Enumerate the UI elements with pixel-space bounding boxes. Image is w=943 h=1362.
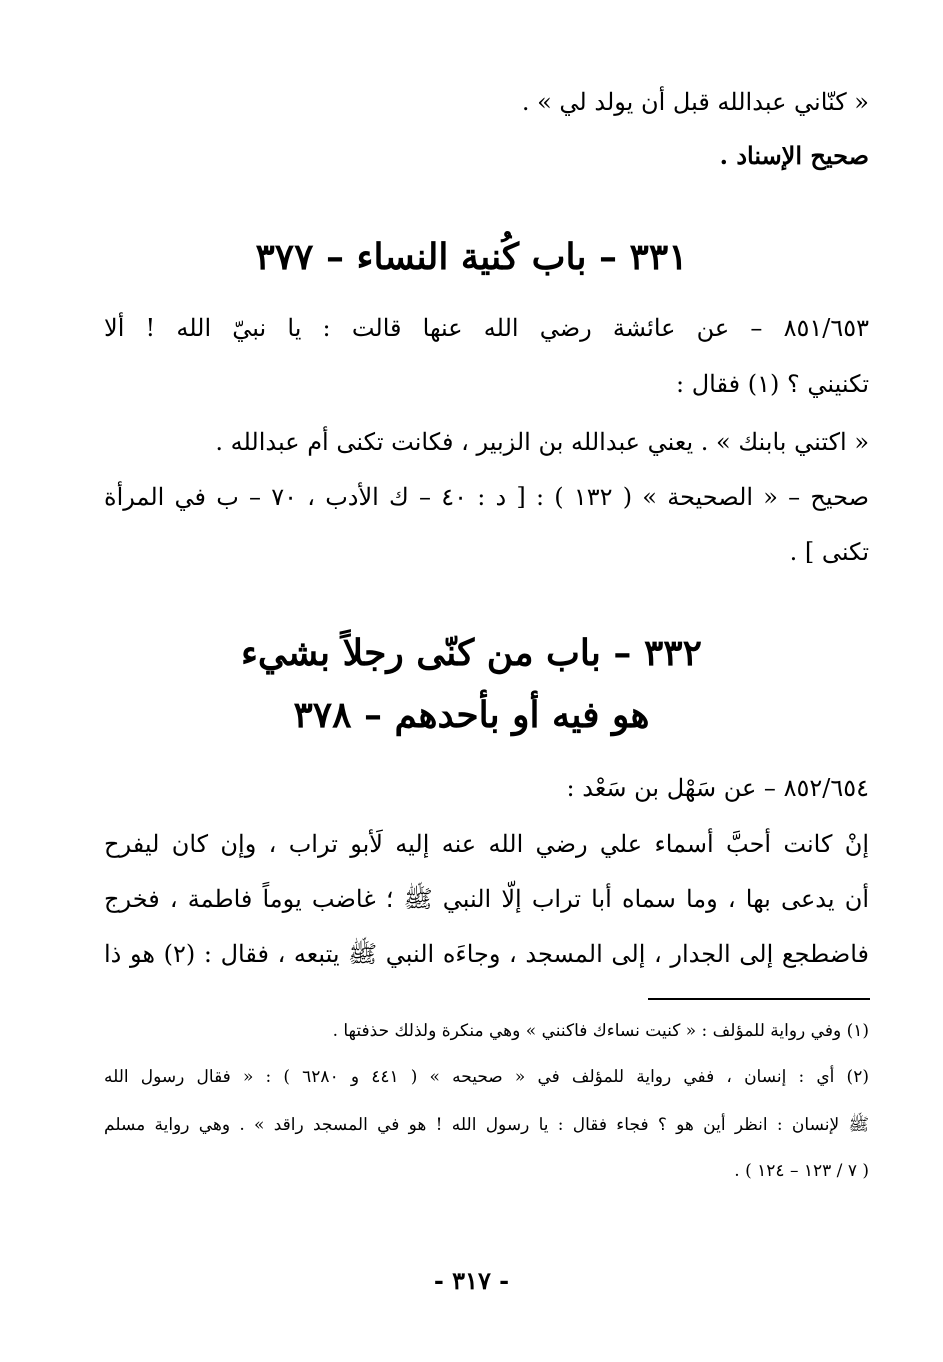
chapter-heading-331: ٣٣١ – باب كُنية النساء – ٣٧٧ <box>255 236 688 278</box>
footnote-2-line: ﷺ لإنسان : انظر أين هو ؟ فجاء فقال : يا رسول الله ! هو في المسجد راقد » . وهي رواية مسلم <box>104 1115 869 1135</box>
grading-line: صحيح – « الصحيحة » ( ١٣٢ ) : [ د : ٤٠ – ك الأدب ، ٧٠ – ب في المرأة <box>104 483 870 511</box>
chapter-heading-332: ٣٣٢ – باب من كنّى رجلاً بشيء <box>241 632 702 674</box>
grading-line: تكنى ] . <box>789 538 869 566</box>
footnote-2-line: ( ٧ / ١٢٣ – ١٢٤ ) . <box>734 1161 869 1181</box>
hadith-text-line: فاضطجع إلى الجدار ، إلى المسجد ، وجاءَه النبي ﷺ يتبعه ، فقال : (٢) هو ذا <box>104 940 870 968</box>
chapter-heading-332-cont: هو فيه أو بأحدهم – ٣٧٨ <box>293 694 650 736</box>
hadith-text-line: تكنيني ؟ (١) فقال : <box>676 370 869 398</box>
hadith-text-line: ٨٥٢/٦٥٤ – عن سَهْل بن سَعْد : <box>566 774 869 802</box>
footnote-divider <box>648 998 870 1000</box>
grading-line: صحيح الإسناد . <box>719 141 869 170</box>
hadith-text-line: « اكتني بابنك » . يعني عبدالله بن الزبير ، فكانت تكنى أم عبدالله . <box>215 428 869 456</box>
footnote-2-line: (٢) أي : إنسان ، ففي رواية للمؤلف في « صحيحه » ( ٤٤١ و ٦٢٨٠ ) : « فقال رسول الله <box>104 1067 869 1087</box>
hadith-text-line: ٨٥١/٦٥٣ – عن عائشة رضي الله عنها قالت : يا نبيّ الله ! ألا <box>104 314 869 342</box>
footnote-1: (١) وفي رواية للمؤلف : « كنيت نساءك فاكنني » وهي منكرة ولذلك حذفتها . <box>332 1021 869 1041</box>
hadith-text-line: أن يدعى بها ، وما سماه أبا تراب إلّا النبي ﷺ ؛ غاضب يوماً فاطمة ، فخرج <box>104 885 869 913</box>
page-number: - ٣١٧ - <box>433 1266 510 1295</box>
hadith-text-line: إنْ كانت أحبَّ أسماء علي رضي الله عنه إليه لَأبو تراب ، وإن كان ليفرح <box>104 830 870 858</box>
quote-line: « كنّاني عبدالله قبل أن يولد لي » . <box>521 88 869 116</box>
